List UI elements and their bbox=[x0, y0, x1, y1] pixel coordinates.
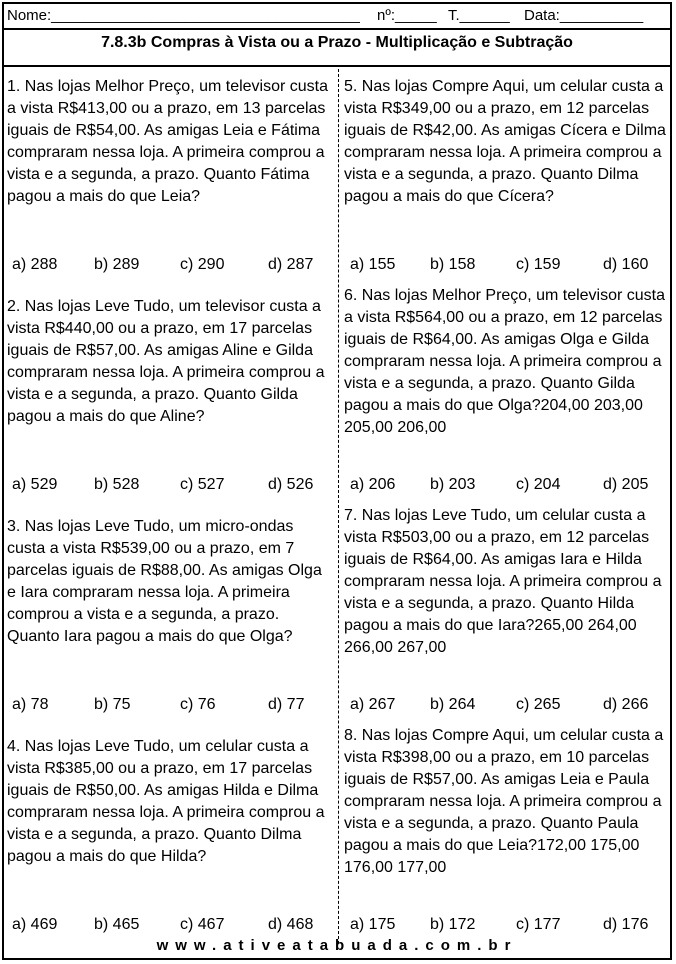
option-c: c) 76 bbox=[180, 696, 216, 713]
option-a: a) 288 bbox=[12, 256, 58, 273]
number-field-label: nº:_____ bbox=[377, 7, 437, 24]
option-d: d) 468 bbox=[268, 916, 314, 933]
option-b: b) 172 bbox=[430, 916, 476, 933]
option-c: c) 290 bbox=[180, 256, 225, 273]
option-d: d) 205 bbox=[603, 476, 649, 493]
option-a: a) 529 bbox=[12, 476, 58, 493]
header-divider bbox=[4, 28, 670, 30]
option-a: a) 78 bbox=[12, 696, 49, 713]
column-divider bbox=[338, 69, 339, 944]
option-c: c) 265 bbox=[516, 696, 561, 713]
option-b: b) 528 bbox=[94, 476, 140, 493]
question-2-text: 2. Nas lojas Leve Tudo, um televisor custa a vista R$440,00 ou a prazo, em 17 parcelas iguais de R$57,00. As amigas Aline e Gilda compraram nessa loja. A primeira comprou a vista e a segunda, a prazo. Quanto Gilda pagou a mais do que Aline? bbox=[7, 298, 325, 425]
date-field-label: Data:__________ bbox=[524, 7, 644, 24]
option-d: d) 77 bbox=[268, 696, 305, 713]
question-8-text: 8. Nas lojas Compre Aqui, um celular custa a vista R$398,00 ou a prazo, em 10 parcelas iguais de R$57,00. As amigas Leia e Paula compraram nessa loja. A primeira comprou a vista e a segunda, a prazo. Quanto Paula pagou a mais do que Leia?172,00 175,00 176,00 177,00 bbox=[344, 727, 664, 876]
option-a: a) 267 bbox=[350, 696, 396, 713]
worksheet-title: 7.8.3b Compras à Vista ou a Prazo - Multiplicação e Subtração bbox=[101, 34, 573, 51]
option-a: a) 175 bbox=[350, 916, 396, 933]
question-1-text: 1. Nas lojas Melhor Preço, um televisor custa a vista R$413,00 ou a prazo, em 13 parcelas iguais de R$54,00. As amigas Leia e Fátima compraram nessa loja. A primeira comprou a vista e a segunda, a prazo. Quanto Fátima pagou a mais do que Leia? bbox=[7, 78, 329, 205]
option-b: b) 203 bbox=[430, 476, 476, 493]
class-field-label: T.______ bbox=[448, 7, 510, 24]
option-d: d) 176 bbox=[603, 916, 649, 933]
question-6-text: 6. Nas lojas Melhor Preço, um televisor custa a vista R$564,00 ou a prazo, em 12 parcelas iguais de R$64,00. As amigas Olga e Gilda compraram nessa loja. A primeira comprou a vista e a segunda, a prazo. Quanto Gilda pagou a mais do que Olga?204,00 203,00 205,00 206,00 bbox=[344, 287, 666, 436]
option-d: d) 526 bbox=[268, 476, 314, 493]
title-divider bbox=[4, 65, 670, 67]
option-d: d) 287 bbox=[268, 256, 314, 273]
website-footer: www.ativeatabuada.com.br bbox=[156, 937, 518, 954]
option-c: c) 159 bbox=[516, 256, 561, 273]
worksheet bbox=[2, 2, 672, 960]
name-field-label: Nome:_____________________________________ bbox=[7, 7, 360, 24]
question-5-text: 5. Nas lojas Compre Aqui, um celular custa a vista R$349,00 ou a prazo, em 12 parcelas iguais de R$42,00. As amigas Cícera e Dilma compraram nessa loja. A primeira comprou a vista e a segunda, a prazo. Quanto Dilma pagou a mais do que Cícera? bbox=[344, 78, 666, 205]
option-b: b) 465 bbox=[94, 916, 140, 933]
option-a: a) 206 bbox=[350, 476, 396, 493]
option-c: c) 527 bbox=[180, 476, 225, 493]
option-d: d) 266 bbox=[603, 696, 649, 713]
option-a: a) 469 bbox=[12, 916, 58, 933]
option-a: a) 155 bbox=[350, 256, 396, 273]
option-b: b) 158 bbox=[430, 256, 476, 273]
option-b: b) 75 bbox=[94, 696, 131, 713]
option-c: c) 177 bbox=[516, 916, 561, 933]
option-b: b) 264 bbox=[430, 696, 476, 713]
question-3-text: 3. Nas lojas Leve Tudo, um micro-ondas custa a vista R$539,00 ou a prazo, em 7 parcelas iguais de R$88,00. As amigas Olga e Iara compraram nessa loja. A primeira comprou a vista e a segunda, a prazo. Quanto Iara pagou a mais do que Olga? bbox=[7, 518, 322, 645]
option-b: b) 289 bbox=[94, 256, 140, 273]
question-7-text: 7. Nas lojas Leve Tudo, um celular custa a vista R$503,00 ou a prazo, em 12 parcelas iguais de R$64,00. As amigas Iara e Hilda compraram nessa loja. A primeira comprou a vista e a segunda, a prazo. Quanto Hilda pagou a mais do que Iara?265,00 264,00 266,00 267,00 bbox=[344, 507, 662, 656]
student-info-header bbox=[4, 4, 670, 28]
option-d: d) 160 bbox=[603, 256, 649, 273]
option-c: c) 204 bbox=[516, 476, 561, 493]
option-c: c) 467 bbox=[180, 916, 225, 933]
question-4-text: 4. Nas lojas Leve Tudo, um celular custa a vista R$385,00 ou a prazo, em 17 parcelas iguais de R$50,00. As amigas Hilda e Dilma compraram nessa loja. A primeira comprou a vista e a segunda, a prazo. Quanto Dilma pagou a mais do que Hilda? bbox=[7, 738, 325, 865]
